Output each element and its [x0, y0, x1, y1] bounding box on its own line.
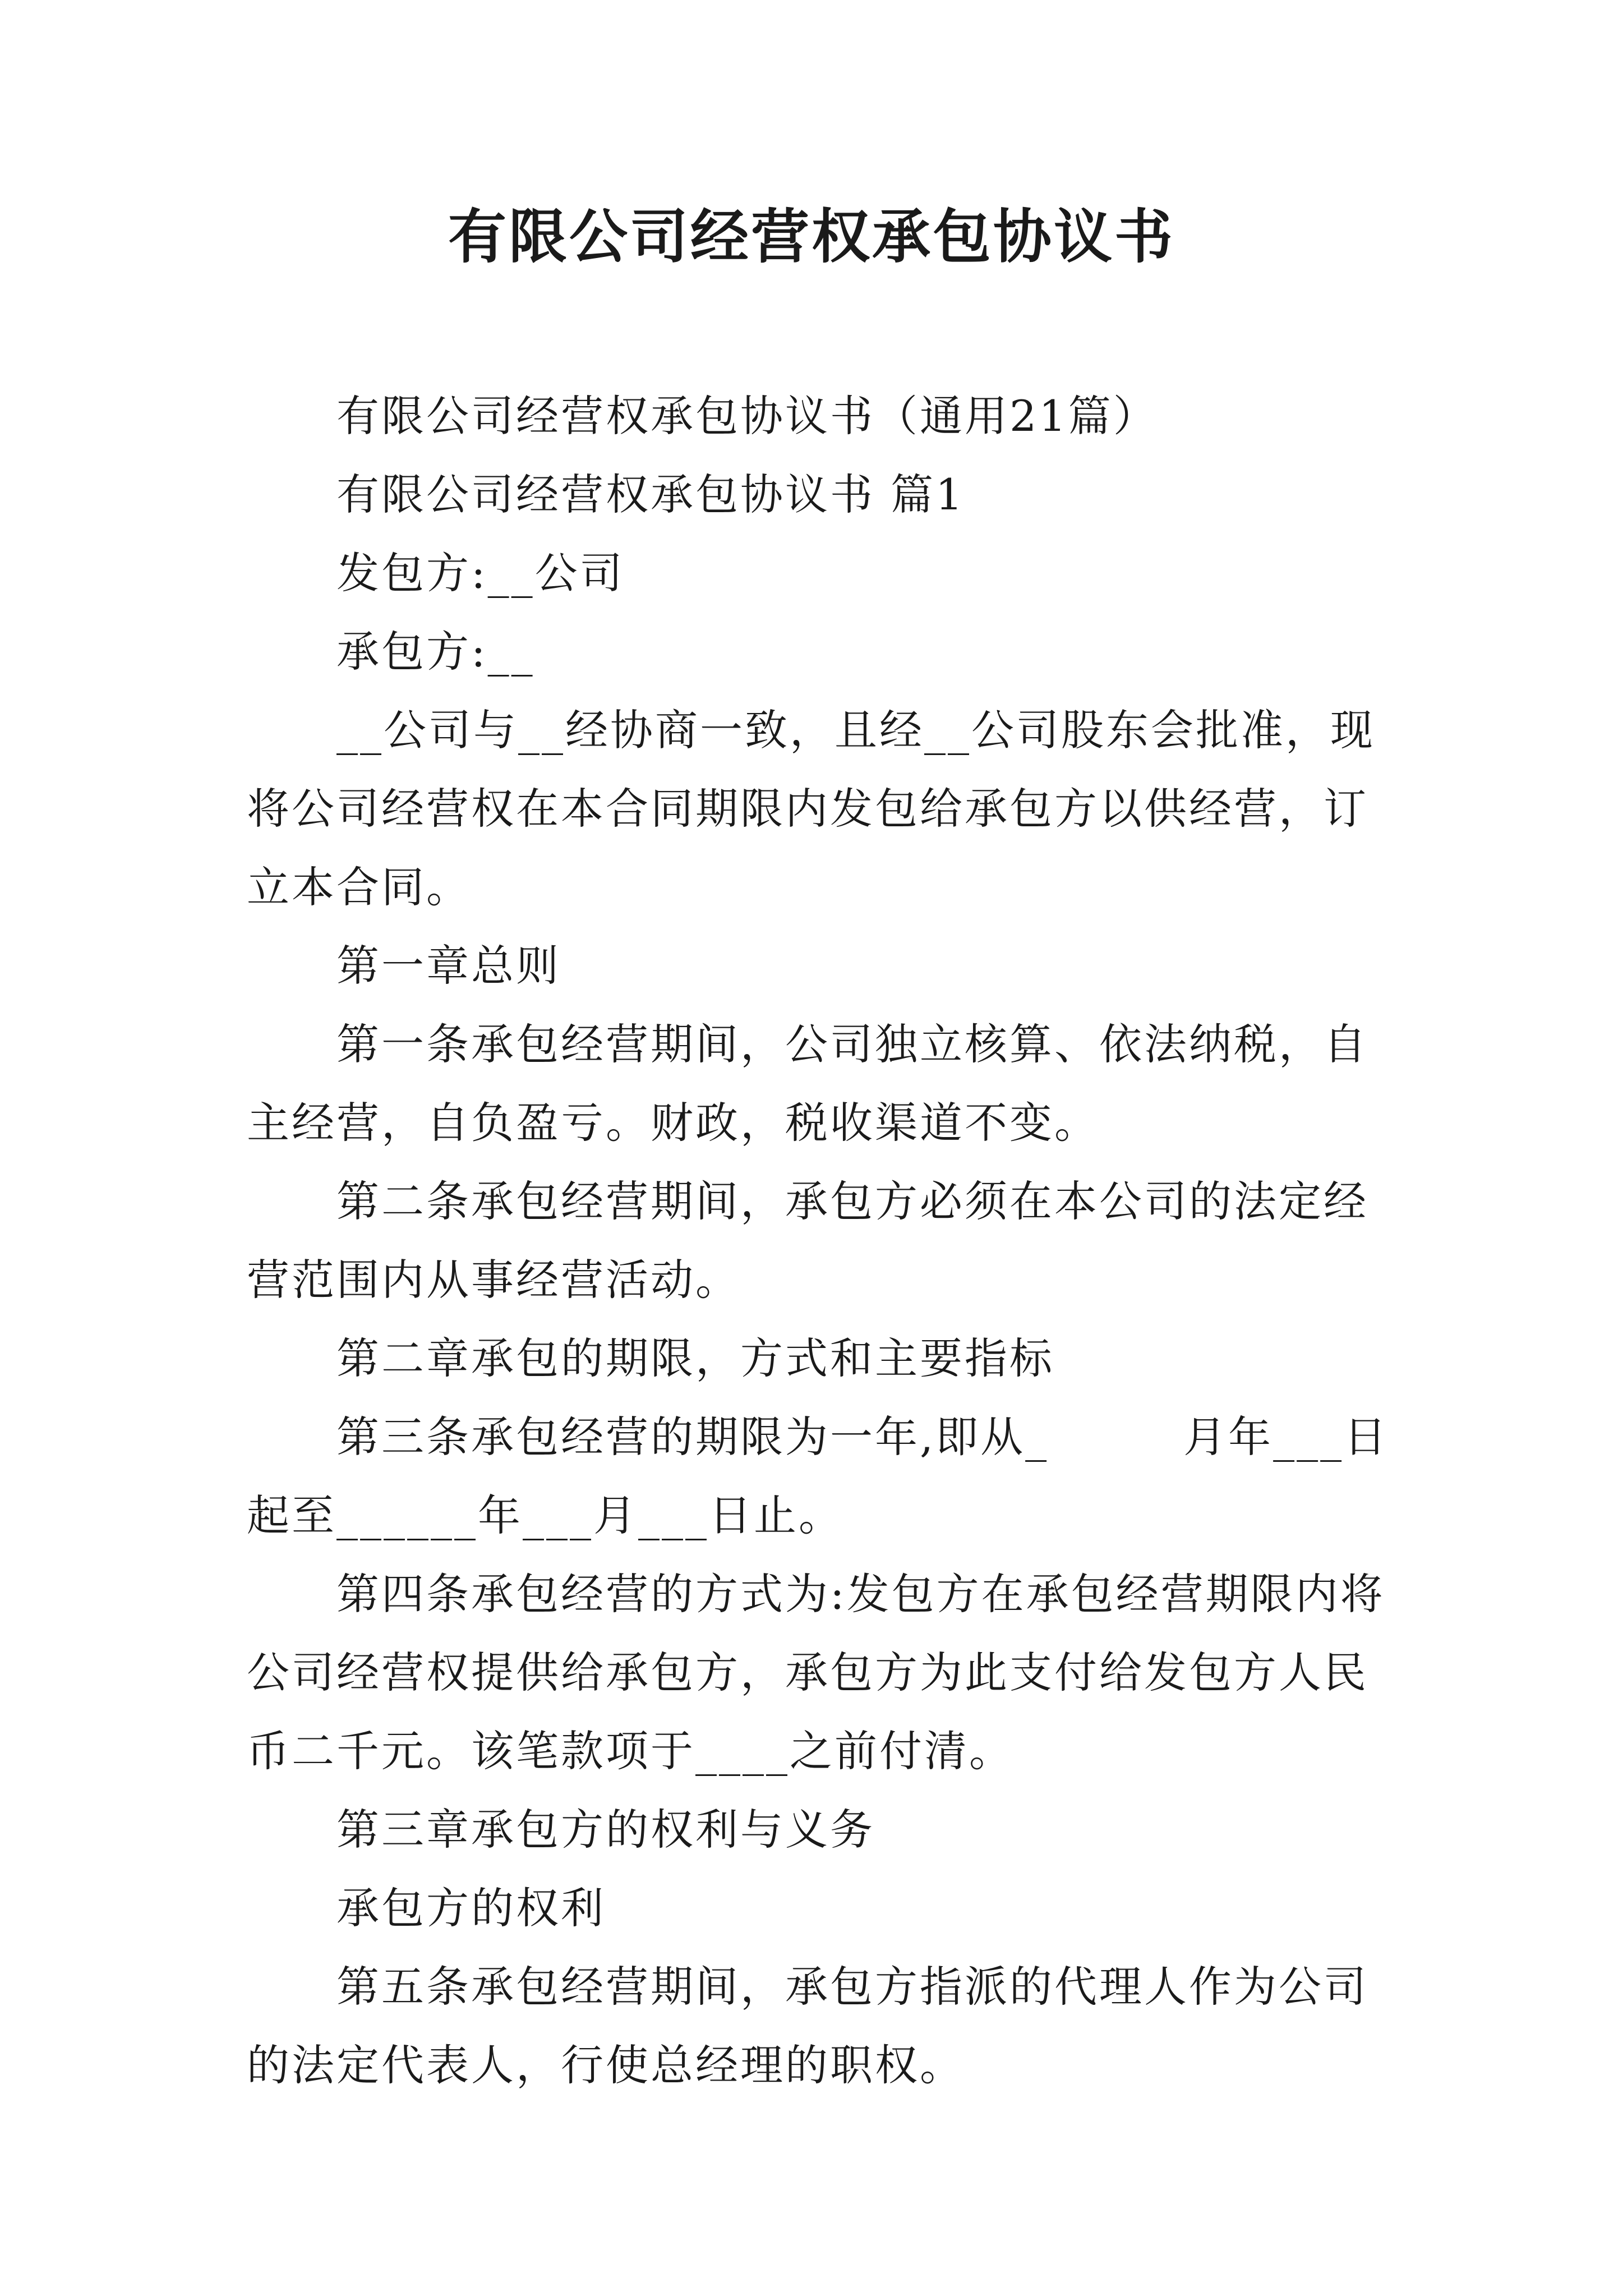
- paragraph-article-2: 第二条承包经营期间，承包方必须在本公司的法定经营范围内从事经营活动。: [247, 1176, 1368, 1305]
- paragraph-article-5: 第五条承包经营期间，承包方指派的代理人作为公司的法定代表人，行使总经理的职权。: [247, 1962, 1368, 2090]
- paragraph-contractee-rights: 承包方的权利: [336, 1883, 606, 1933]
- paragraph-article-4: 第四条承包经营的方式为:发包方在承包经营期限内将公司经营权提供给承包方，承包方为此支付给发包方人民币二千元。该笔款项于____之前付清。: [247, 1569, 1385, 1776]
- paragraph-chapter-2: 第二章承包的期限，方式和主要指标: [336, 1333, 1054, 1383]
- paragraph-article-3: 第三条承包经营的期限为一年,即从_ 月年___日起至______年___月___日止。: [247, 1412, 1389, 1540]
- paragraph-chapter-3: 第三章承包方的权利与义务: [336, 1805, 875, 1855]
- document-title: 有限公司经营权承包协议书: [448, 202, 1175, 271]
- paragraph-contractor: 发包方:__公司: [336, 548, 625, 598]
- paragraph-preamble: __公司与__经协商一致，且经__公司股东会批准，现将公司经营权在本合同期限内发包给承包方以供经营，订立本合同。: [247, 705, 1375, 912]
- paragraph-subtitle: 有限公司经营权承包协议书（通用21篇）: [336, 391, 1158, 441]
- document-body: [247, 377, 1391, 2105]
- paragraph-chapter-1: 第一章总则: [336, 941, 561, 991]
- paragraph-section-heading: 有限公司经营权承包协议书 篇1: [336, 470, 965, 519]
- paragraph-article-1: 第一条承包经营期间，公司独立核算、依法纳税，自主经营，自负盈亏。财政，税收渠道不变。: [247, 1019, 1368, 1148]
- paragraph-contractee: 承包方:__: [336, 627, 535, 677]
